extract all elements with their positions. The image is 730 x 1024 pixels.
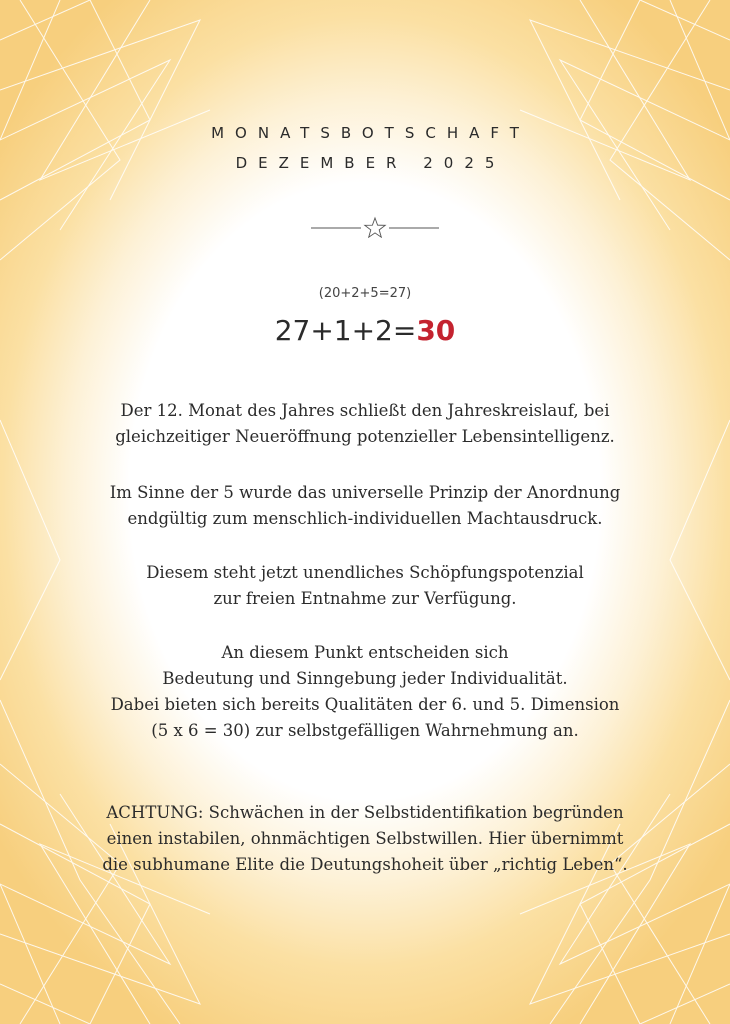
text-line: endgültig zum menschlich-individuellen Machtausdruck. (127, 509, 603, 528)
text-line: (5 x 6 = 30) zur selbstgefälligen Wahrnehmung an. (151, 721, 579, 740)
page-title: MONATSBOTSCHAFT (211, 124, 530, 142)
calculation-main (0, 314, 730, 347)
page-subtitle-date: DEZEMBER 2025 (235, 154, 506, 172)
text-line: die subhumane Elite die Deutungshoheit über „richtig Leben“. (102, 855, 628, 874)
calculation-subtotal: (20+2+5=27) (318, 286, 412, 301)
text-line: Der 12. Monat des Jahres schließt den Jahreskreislauf, bei (120, 401, 610, 420)
text-line: Im Sinne der 5 wurde das universelle Prinzip der Anordnung (109, 483, 621, 502)
paragraph-2 (40, 480, 690, 532)
paragraph-3 (40, 560, 690, 612)
text-line: Diesem steht jetzt unendliches Schöpfungspotenzial (146, 563, 584, 582)
calculation-expression: 27+1+2= (274, 314, 417, 347)
text-line: gleichzeitiger Neueröffnung potenzieller Lebensintelligenz. (115, 427, 615, 446)
ornament-divider (305, 216, 445, 238)
text-line: zur freien Entnahme zur Verfügung. (213, 589, 517, 608)
text-line: ACHTUNG: Schwächen in der Selbstidentifikation begründen (106, 803, 624, 822)
warning-paragraph (40, 800, 690, 878)
text-line: Dabei bieten sich bereits Qualitäten der 6. und 5. Dimension (110, 695, 620, 714)
calculation-result: 30 (416, 314, 456, 347)
text-line: An diesem Punkt entscheiden sich (221, 643, 509, 662)
text-line: Bedeutung und Sinngebung jeder Individualität. (162, 669, 568, 688)
text-line: einen instabilen, ohnmächtigen Selbstwillen. Hier übernimmt (106, 829, 624, 848)
paragraph-1 (40, 398, 690, 450)
star-outline-icon (365, 218, 385, 237)
paragraph-4 (40, 640, 690, 744)
